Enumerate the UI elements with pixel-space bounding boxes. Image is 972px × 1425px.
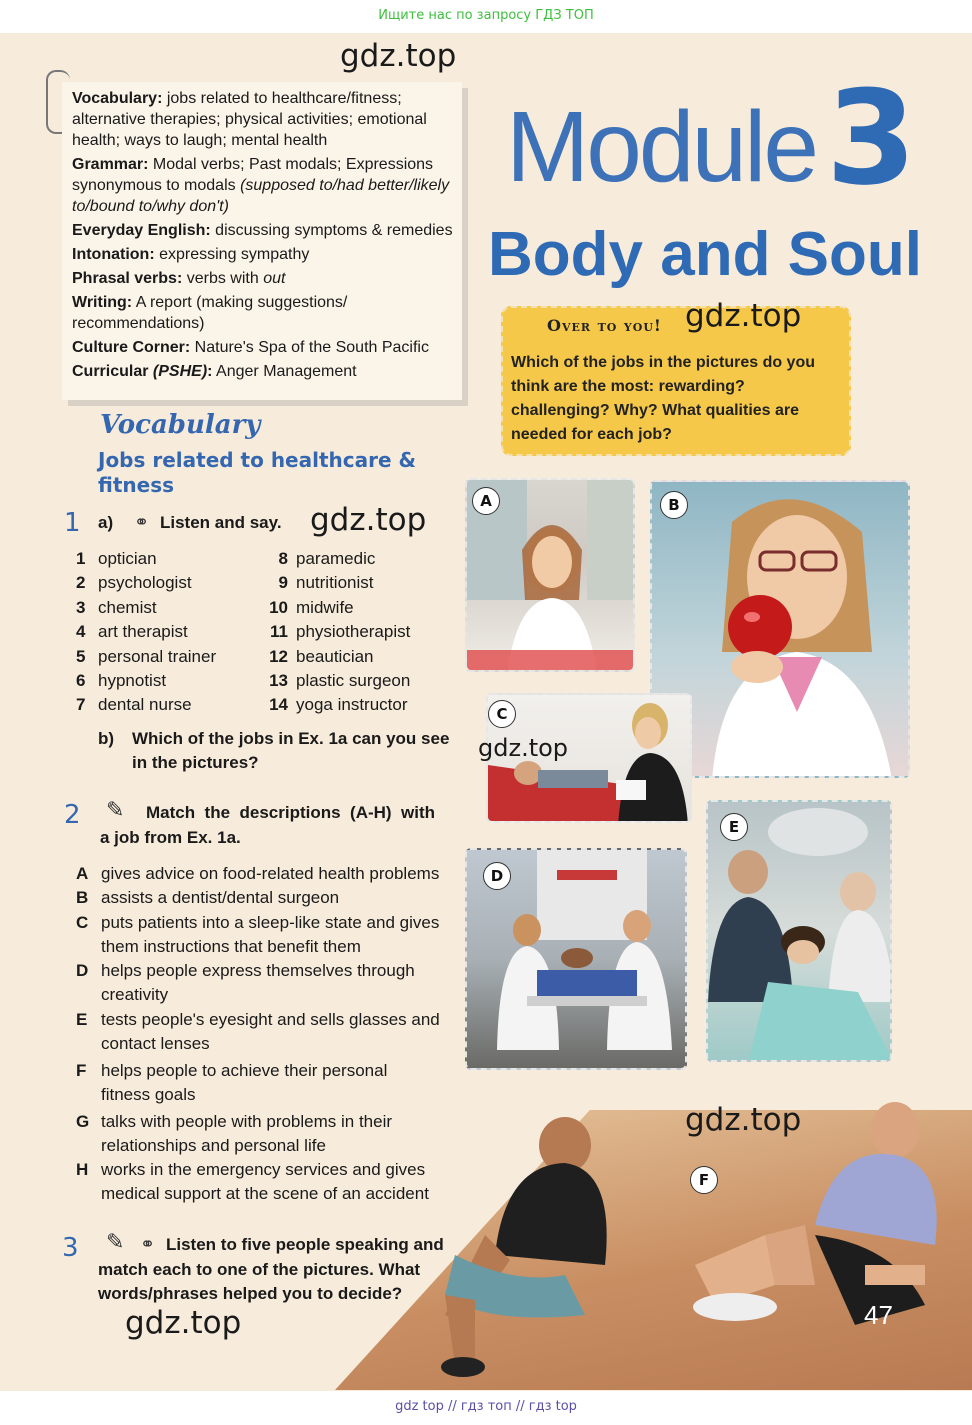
description-letter: E <box>76 1010 88 1029</box>
photo-label-b: B <box>660 491 688 519</box>
contents-label: Phrasal verbs: <box>72 270 183 287</box>
description-text: helps people to achieve their personal fitness goals <box>101 1061 388 1104</box>
job-name: dental nurse <box>98 695 192 715</box>
description-letter: F <box>76 1061 87 1080</box>
description-item <box>76 1008 446 1056</box>
contents-label: Culture Corner: <box>72 339 191 356</box>
over-to-you-text: Which of the jobs in the pictures do you think are the most: rewarding? challenging? Why? What qualities are needed for each job? <box>511 354 815 443</box>
job-name: plastic surgeon <box>296 671 411 690</box>
ex1a-instruction: Listen and say. <box>160 513 282 532</box>
contents-label: Curricular <box>72 363 153 380</box>
dental-illustration <box>708 802 892 1062</box>
contents-italic: out <box>263 270 286 287</box>
description-letter: H <box>76 1160 89 1179</box>
contents-text: Modal verbs; Past modals; Expressions synonymous to modals <box>72 156 434 194</box>
job-item <box>76 622 188 642</box>
top-banner: Ищите нас по запросу ГДЗ ТОП <box>378 8 594 23</box>
job-name: nutritionist <box>296 573 374 593</box>
ex3-instruction-line2: match each to one of the pictures. What <box>98 1260 421 1279</box>
job-number: 12 <box>269 646 288 666</box>
job-number: 2 <box>76 573 86 593</box>
contents-label: Vocabulary: <box>72 90 163 107</box>
job-name: yoga instructor <box>296 695 408 715</box>
job-name: hypnotist <box>98 671 167 690</box>
photo-label-c: C <box>488 700 516 728</box>
job-item <box>76 598 157 618</box>
job-item <box>266 549 375 569</box>
job-number: 10 <box>269 597 288 617</box>
job-name: art therapist <box>98 622 188 642</box>
job-item <box>76 671 166 691</box>
exercise-number: 1 <box>64 508 81 538</box>
contents-label: Intonation: <box>72 246 155 263</box>
job-name: midwife <box>296 597 354 617</box>
job-name: paramedic <box>296 549 376 568</box>
module-word: Module <box>506 91 816 203</box>
contents-text: discussing symptoms & remedies <box>210 222 453 239</box>
module-contents-box <box>62 82 462 400</box>
headphones-icon: ⚭ <box>134 512 150 533</box>
contents-italic: (supposed to/had better/likely to/bound to/why don't) <box>72 177 450 215</box>
ex3-instruction-line1: Listen to five people speaking and <box>166 1235 444 1254</box>
description-text: works in the emergency services and gives medical support at the scene of an accident <box>101 1160 429 1203</box>
headphones-icon: ⚭ <box>140 1234 156 1255</box>
job-name: chemist <box>98 597 157 617</box>
description-letter: C <box>76 913 89 932</box>
contents-label: Everyday English: <box>72 222 211 239</box>
photo-label-e: E <box>720 813 748 841</box>
job-name: optician <box>98 549 157 568</box>
module-title: Body and Soul <box>488 220 922 289</box>
description-item <box>76 959 446 1007</box>
description-item <box>76 911 446 959</box>
description-text: talks with people with problems in their relationships and personal life <box>101 1112 393 1155</box>
job-number: 13 <box>269 671 288 690</box>
description-letter: A <box>76 864 89 883</box>
job-item <box>266 647 374 667</box>
description-text: tests people's eyesight and sells glasses and contact lenses <box>101 1010 440 1053</box>
module-number: 3 <box>826 62 917 214</box>
contents-text: A report (making suggestions/ recommendations) <box>72 294 348 332</box>
contents-text: verbs with <box>182 270 264 287</box>
job-item <box>76 647 216 667</box>
job-number: 11 <box>270 622 288 642</box>
ex3-instruction-line3: words/phrases helped you to decide? <box>98 1284 403 1303</box>
exercise-number: 3 <box>62 1233 79 1263</box>
job-item <box>76 695 192 715</box>
personal-trainer-illustration <box>335 1085 972 1390</box>
photo-label-f: F <box>690 1166 718 1194</box>
description-item <box>76 862 446 886</box>
description-text: assists a dentist/dental surgeon <box>101 888 340 907</box>
job-number: 5 <box>76 646 86 666</box>
job-item <box>76 573 192 593</box>
job-number: 8 <box>278 549 288 568</box>
ex1b-label: b) <box>98 729 115 748</box>
contents-italic: (PSHE) <box>152 363 208 380</box>
description-letter: B <box>76 888 89 907</box>
job-item <box>266 573 373 593</box>
contents-text: expressing sympathy <box>154 246 310 263</box>
job-item <box>266 598 354 618</box>
description-text: helps people express themselves through creativity <box>101 961 415 1004</box>
job-number: 9 <box>278 573 288 593</box>
contents-label: Writing: <box>72 294 133 311</box>
contents-text: Anger Management <box>212 363 357 380</box>
contents-text: jobs related to healthcare/fitness; alternative therapies; physical activities; emotional health; ways to laugh; mental health <box>72 90 427 149</box>
watermark: gdz.top <box>685 298 802 334</box>
job-item <box>266 622 410 642</box>
bottom-banner: gdz top // гдз топ // гдз top <box>0 1392 972 1425</box>
description-letter: G <box>76 1112 90 1131</box>
photo-label-a: A <box>472 487 500 515</box>
pencil-icon: ✎ <box>106 798 125 823</box>
description-letter: D <box>76 961 89 980</box>
watermark: gdz.top <box>478 734 569 762</box>
contents-colon: : <box>207 363 213 380</box>
pencil-icon: ✎ <box>106 1230 125 1255</box>
job-number: 7 <box>76 695 86 715</box>
job-name: physiotherapist <box>296 622 411 642</box>
job-number: 3 <box>76 597 86 617</box>
job-name: beautician <box>296 646 374 666</box>
photo-label-d: D <box>483 862 511 890</box>
watermark: gdz.top <box>340 38 457 74</box>
over-to-you-title: Over to you! <box>547 316 662 335</box>
job-name: personal trainer <box>98 646 217 666</box>
page-number: 47 <box>864 1300 893 1330</box>
job-item <box>76 549 157 569</box>
watermark: gdz.top <box>310 502 427 538</box>
watermark: gdz.top <box>685 1102 802 1138</box>
vocabulary-heading: Vocabulary <box>100 410 261 440</box>
job-number: 14 <box>269 695 288 715</box>
job-item <box>266 695 408 715</box>
job-number: 6 <box>76 671 86 690</box>
contents-label: Grammar: <box>72 156 149 173</box>
section-heading: Jobs related to healthcare & fitness <box>98 448 416 497</box>
job-number: 1 <box>76 549 86 568</box>
job-name: psychologist <box>98 573 192 593</box>
ex1b-instruction-line2: in the pictures? <box>132 753 259 772</box>
description-text: gives advice on food-related health problems <box>101 864 440 883</box>
description-item <box>76 886 446 910</box>
ex1b-instruction-line1: Which of the jobs in Ex. 1a can you see <box>132 729 450 748</box>
exercise-number: 2 <box>64 800 81 830</box>
ex2-instruction-line1: Match the descriptions (A-H) with <box>146 803 436 822</box>
job-number: 4 <box>76 622 86 642</box>
contents-text: Nature's Spa of the South Pacific <box>190 339 429 356</box>
ex2-instruction-line2: a job from Ex. 1a. <box>100 828 241 847</box>
ex1a-label: a) <box>98 513 114 532</box>
job-item <box>266 671 410 691</box>
watermark: gdz.top <box>125 1305 242 1341</box>
description-text: puts patients into a sleep-like state and gives them instructions that benefit them <box>101 913 440 956</box>
